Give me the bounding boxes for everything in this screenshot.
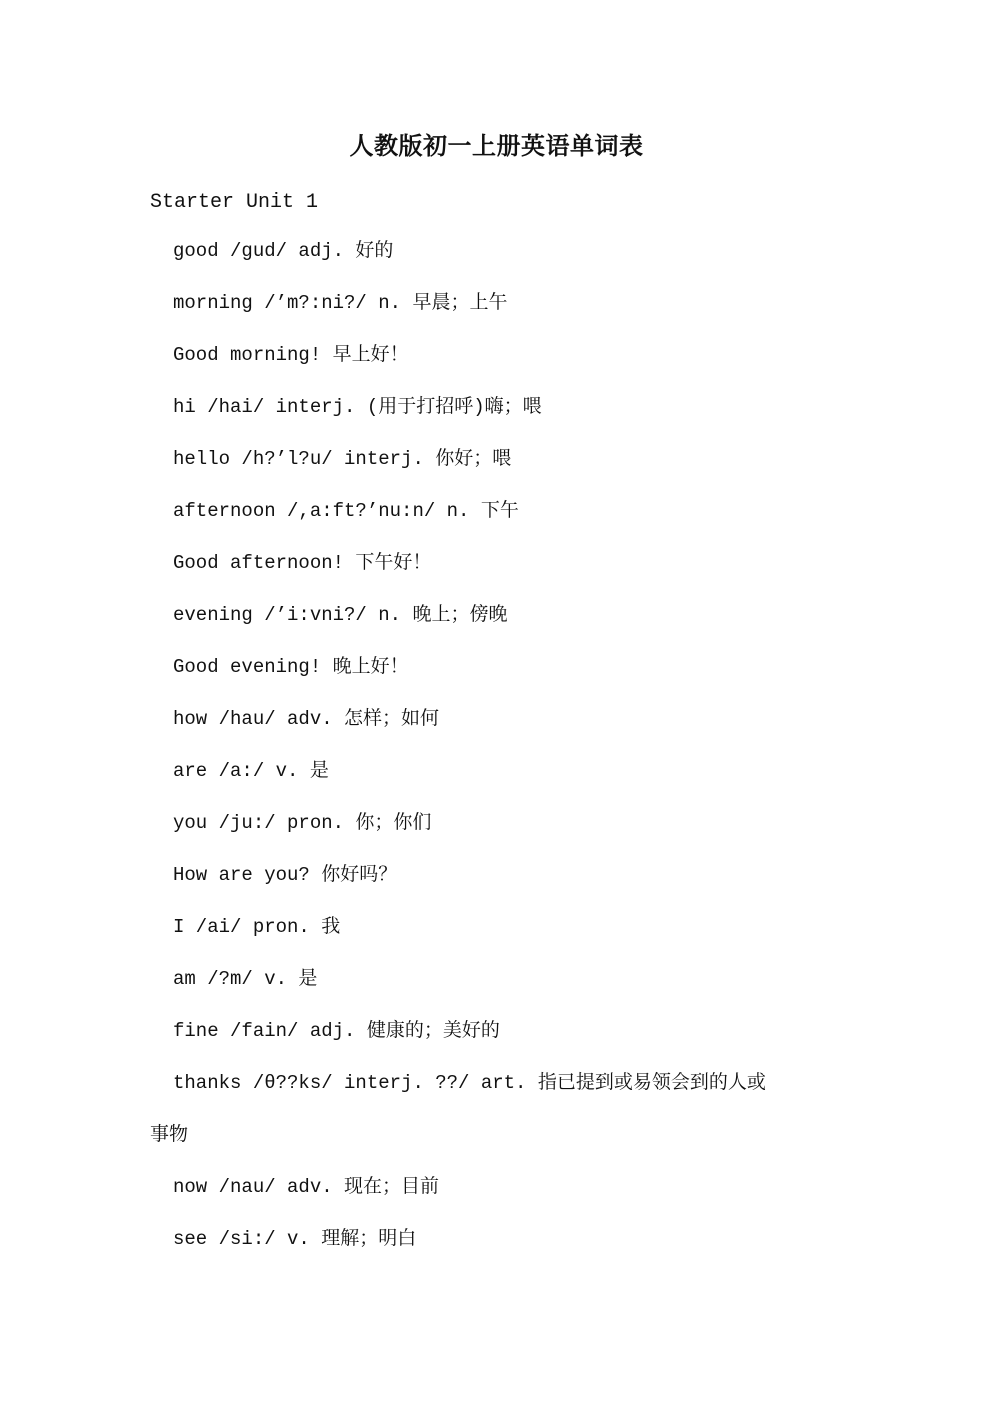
page-title: 人教版初一上册英语单词表 [349, 131, 644, 160]
vocabulary-entry: fine /fain/ adj. 健康的；美好的 [173, 1020, 500, 1042]
vocabulary-entry: good /gud/ adj. 好的 [173, 240, 394, 262]
vocabulary-list [150, 236, 850, 1276]
vocabulary-entry: afternoon /,a:ft?’nu:n/ n. 下午 [173, 500, 519, 522]
vocabulary-entry: How are you? 你好吗？ [173, 864, 398, 886]
vocabulary-entry: now /nau/ adv. 现在；目前 [173, 1176, 440, 1198]
vocabulary-entry: am /?m/ v. 是 [173, 968, 318, 990]
vocabulary-entry: hi /hai/ interj. (用于打招呼)嗨；喂 [173, 396, 542, 418]
vocabulary-entry: Good evening! 晚上好！ [173, 656, 409, 678]
vocabulary-entry: morning /’m?:ni?/ n. 早晨；上午 [173, 292, 508, 314]
vocabulary-entry: I /ai/ pron. 我 [173, 916, 341, 938]
vocabulary-entry: you /ju:/ pron. 你；你们 [173, 812, 432, 834]
vocabulary-entry: thanks /θ??ks/ interj. ??/ art. 指已提到或易领会到的人或 [173, 1072, 766, 1094]
vocabulary-entry: Good afternoon! 下午好！ [173, 552, 432, 574]
unit-heading: Starter Unit 1 [150, 191, 319, 214]
vocabulary-entry: Good morning! 早上好！ [173, 344, 409, 366]
vocabulary-entry: how /hau/ adv. 怎样；如何 [173, 708, 440, 730]
vocabulary-entry: are /a:/ v. 是 [173, 760, 329, 782]
vocabulary-entry: evening /’i:vni?/ n. 晚上；傍晚 [173, 604, 508, 626]
vocabulary-entry: see /si:/ v. 理解；明白 [173, 1228, 417, 1250]
vocabulary-entry: hello /h?’l?u/ interj. 你好；喂 [173, 448, 512, 470]
vocabulary-entry-continuation: 事物 [150, 1124, 189, 1146]
